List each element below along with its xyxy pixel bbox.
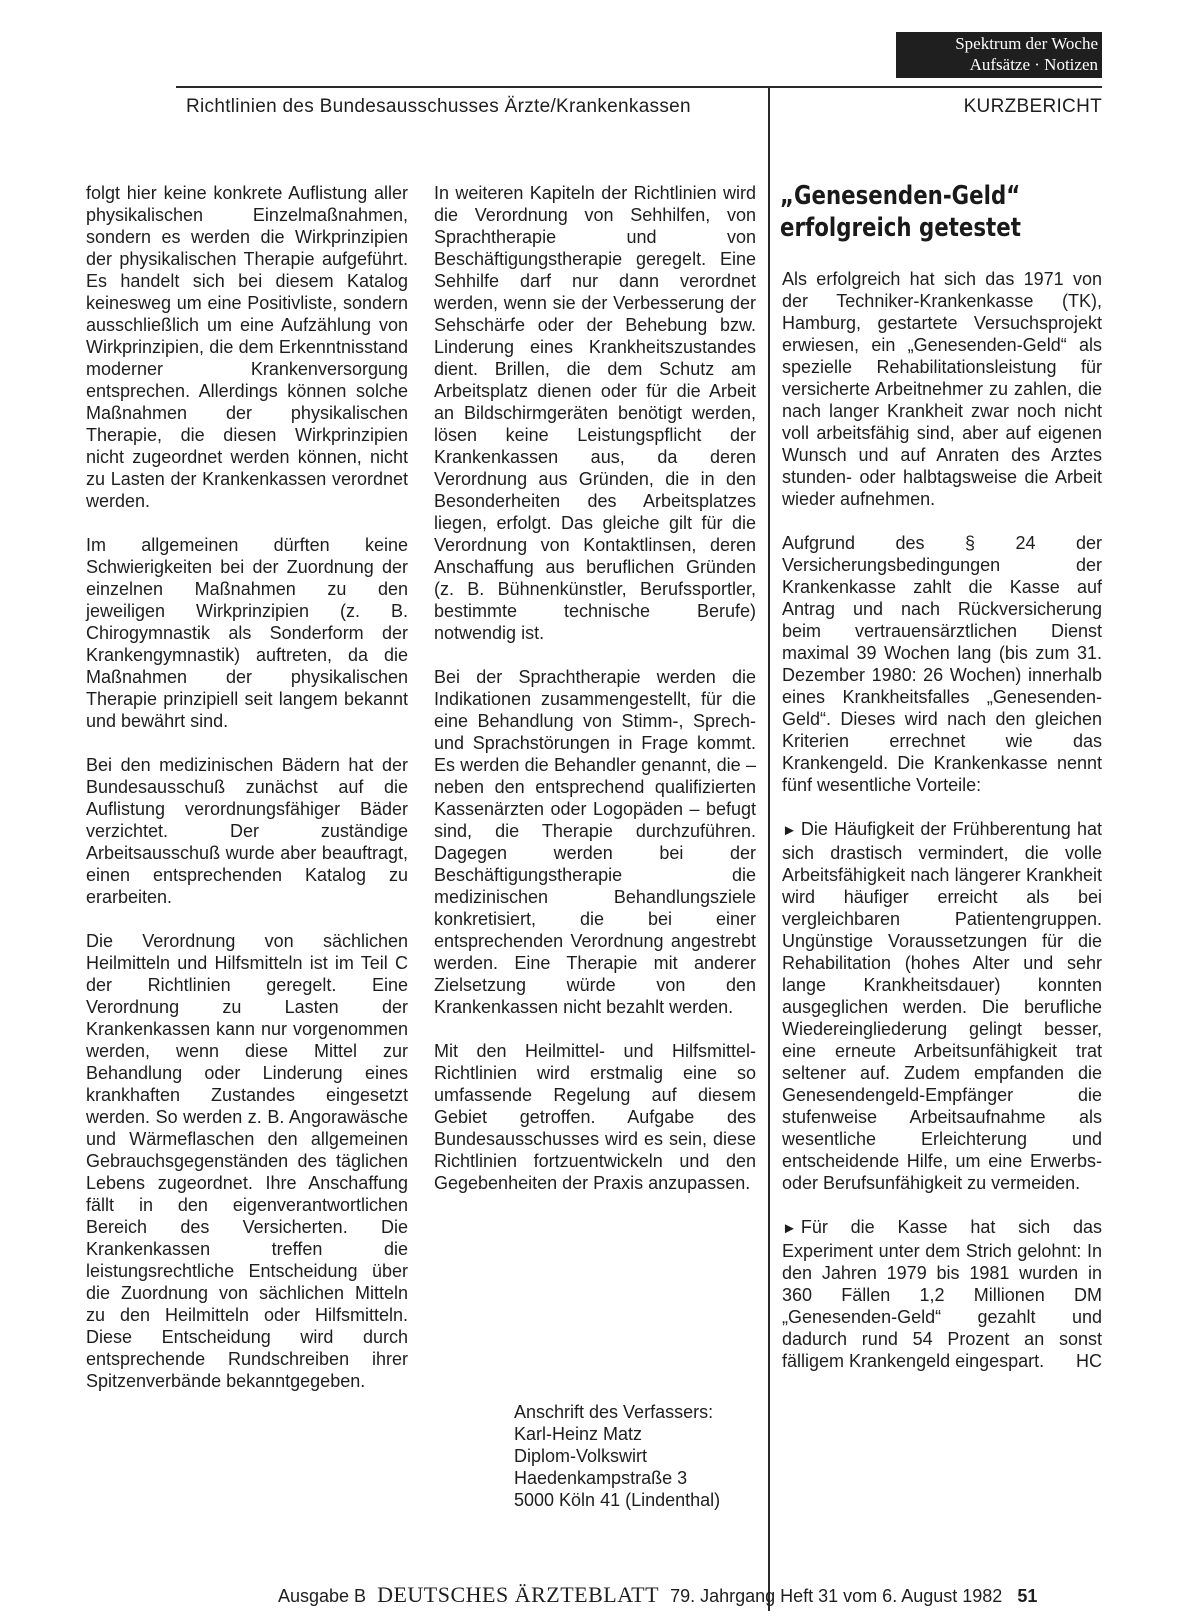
- author-name: Karl-Heinz Matz: [514, 1424, 643, 1444]
- author-title: Diplom-Volkswirt: [514, 1446, 648, 1466]
- edition: Ausgabe B: [278, 1586, 367, 1606]
- bullet-paragraph: [782, 818, 1102, 1194]
- address-city: 5000 Köln 41 (Lindenthal): [514, 1490, 721, 1510]
- paragraph: Im allgemeinen dürften keine Schwierigkeiten bei der Zuordnung der einzelnen Maßnahmen zu den jeweiligen Wirkprinzipien (z. B. Chirogymnastik als Sonderform der Krankengymnastik) auftreten, da die Maßnahmen der physikalischen Therapie prinzipiell seit langem bekannt und bewährt sind.: [86, 535, 408, 731]
- paragraph: Die Verordnung von sächlichen Heilmitteln und Hilfsmitteln ist im Teil C der Richtlinien geregelt. Eine Verordnung zu Lasten der Krankenkassen kann nur vorgenommen werden, wenn diese Mittel zur Behandlung oder Linderung eines krankhaften Zustandes eingesetzt werden. So werden z. B. Angorawäsche und Wärmeflaschen den allgemeinen Gebrauchsgegenständen des täglichen Lebens zugeordnet. Ihre Anschaffung fällt in den eigenverantwortlichen Bereich des Versicherten. Die Krankenkassen treffen die leistungsrechtliche Entscheidung über die Zuordnung von sächlichen Mitteln zu den Heilmitteln oder Hilfsmitteln. Diese Entscheidung wird durch entsprechende Rundschreiben ihrer Spitzenverbände bekanntgegeben.: [86, 931, 408, 1391]
- paragraph: Aufgrund des § 24 der Versicherungsbedingungen der Krankenkasse zahlt die Kasse auf Antrag und nach Rückversicherung beim vertrauensärztlichen Dienst maximal 39 Wochen lang (bis zum 31. Dezember 1980: 26 Wochen) innerhalb eines Krankheitsfalles „Genesenden-Geld“. Dieses wird nach den gleichen Kriterien errechnet wie das Krankengeld. Die Krankenkasse nennt fünf wesentliche Vorteile:: [782, 533, 1102, 795]
- page-footer: [278, 1582, 1102, 1608]
- triangle-bullet-icon: ►: [782, 822, 797, 839]
- journal-name: DEUTSCHES ÄRZTEBLATT: [377, 1582, 660, 1607]
- badge-line-2: Aufsätze · Notizen: [969, 55, 1098, 74]
- issue-info: 79. Jahrgang Heft 31 vom 6. August 1982: [670, 1586, 1003, 1606]
- paragraph: folgt hier keine konkrete Auflistung aller physikalischen Einzelmaßnahmen, sondern es werden die Wirkprinzipien der physikalischen Therapie aufgeführt. Es handelt sich bei diesem Katalog keinesweg um eine Positivliste, sondern ausschließlich um eine Aufzählung von Wirkprinzipien, die dem Erkenntnisstand moderner Krankenversorgung entsprechen. Allerdings können solche Maßnahmen der physikalischen Therapie, die diesen Wirkprinzipien nicht zugeordnet werden können, nicht zu Lasten der Krankenkassen verordnet werden.: [86, 183, 408, 511]
- paragraph: Bei den medizinischen Bädern hat der Bundesausschuß zunächst auf die Auflistung verordnungsfähiger Bäder verzichtet. Der zuständige Arbeitsausschuß wurde aber beauftragt, einen entsprechenden Katalog zu erarbeiten.: [86, 755, 408, 907]
- headline-line-2: erfolgreich getestet: [780, 213, 1021, 243]
- triangle-bullet-icon: ►: [782, 1220, 797, 1237]
- author-initials: HC: [1076, 1351, 1102, 1371]
- section-label: KURZBERICHT: [963, 96, 1102, 117]
- bullet-text: Die Häufigkeit der Frühberentung hat sich drastisch vermindert, die volle Arbeitsfähigkeit nach längerer Krankheit wird häufiger erreicht als bei vergleichbaren Patientengruppen. Ungünstige Voraussetzungen für die Rehabilitation (hohes Alter und sehr lange Krankheitsdauer) konnten ausgeglichen werden. Die berufliche Wiedereingliederung gelingt besser, eine erneute Arbeitsunfähigkeit trat seltener auf. Zudem empfanden die Genesendengeld-Empfänger die stufenweise Arbeitsaufnahme als wesentliche Erleichterung und entscheidende Hilfe, um eine Erwerbs- oder Berufsunfähigkeit zu vermeiden.: [782, 819, 1102, 1193]
- headline-line-1: „Genesenden-Geld“: [780, 181, 1021, 211]
- page-number: 51: [1017, 1586, 1038, 1606]
- article-column-2: [434, 182, 756, 1216]
- paragraph: Bei der Sprachtherapie werden die Indikationen zusammengestellt, für die eine Behandlung von Stimm-, Sprech- und Sprachstörungen in Frage kommt. Es werden die Behandler genannt, die – neben den entsprechend qualifizierten Kassenärzten oder Logopäden – befugt sind, die Therapie durchzuführen. Dagegen werden bei der Beschäftigungstherapie die medizinischen Behandlungsziele konkretisiert, die bei einer entsprechenden Verordnung angestrebt werden. Eine Therapie mit anderer Zielsetzung würde von den Krankenkassen nicht bezahlt werden.: [434, 667, 756, 1017]
- running-head: Richtlinien des Bundesausschusses Ärzte/Krankenkassen: [186, 96, 691, 117]
- short-report-column: [782, 268, 1102, 1372]
- column-divider: [768, 86, 770, 1611]
- paragraph: In weiteren Kapiteln der Richtlinien wird die Verordnung von Sehhilfen, von Sprachtherapie und von Beschäftigungstherapie geregelt. Eine Sehhilfe darf nur dann verordnet werden, wenn sie der Verbesserung der Sehschärfe oder der Behebung bzw. Linderung eines Krankheitszustandes dient. Brillen, die dem Schutz am Arbeitsplatz dienen oder für die Arbeit an Bildschirmgeräten benötigt werden, lösen keine Leistungspflicht der Krankenkassen aus, da deren Verordnung aus Gründen, die in den Besonderheiten des Arbeitsplatzes liegen, erfolgt. Das gleiche gilt für die Verordnung von Kontaktlinsen, deren Anschaffung aus beruflichen Gründen (z. B. Bühnenkünstler, Berufssportler, bestimmte technische Berufe) notwendig ist.: [434, 183, 756, 643]
- paragraph: Mit den Heilmittel- und Hilfsmittel-Richtlinien wird erstmalig eine so umfassende Regelung auf diesem Gebiet getroffen. Aufgabe des Bundesausschusses wird es sein, diese Richtlinien fortzuentwickeln und den Gegebenheiten der Praxis anzupassen.: [434, 1041, 756, 1193]
- short-report-headline: [780, 180, 1051, 244]
- bullet-paragraph: [782, 1216, 1102, 1372]
- section-badge: [896, 32, 1102, 78]
- author-address: [514, 1401, 774, 1511]
- address-label: Anschrift des Verfassers:: [514, 1402, 714, 1422]
- paragraph: Als erfolgreich hat sich das 1971 von der Techniker-Krankenkasse (TK), Hamburg, gestartete Versuchsprojekt erwiesen, ein „Genesenden-Geld“ als spezielle Rehabilitationsleistung für versicherte Arbeitnehmer zu zahlen, die nach langer Krankheit zwar noch nicht voll arbeitsfähig sind, aber auf eigenen Wunsch und auf Anraten des Arztes stunden- oder halbtagsweise die Arbeit wieder aufnehmen.: [782, 269, 1102, 509]
- article-column-1: [86, 182, 408, 1414]
- bullet-text: Für die Kasse hat sich das Experiment unter dem Strich gelohnt: In den Jahren 1979 bis 1981 wurden in 360 Fällen 1,2 Millionen DM „Genesenden-Geld“ gezahlt und dadurch rund 54 Prozent an sonst fälligem Krankengeld eingespart.: [782, 1217, 1102, 1371]
- badge-line-1: Spektrum der Woche: [955, 34, 1098, 53]
- address-street: Haedenkampstraße 3: [514, 1468, 688, 1488]
- header-rule: [176, 86, 1102, 88]
